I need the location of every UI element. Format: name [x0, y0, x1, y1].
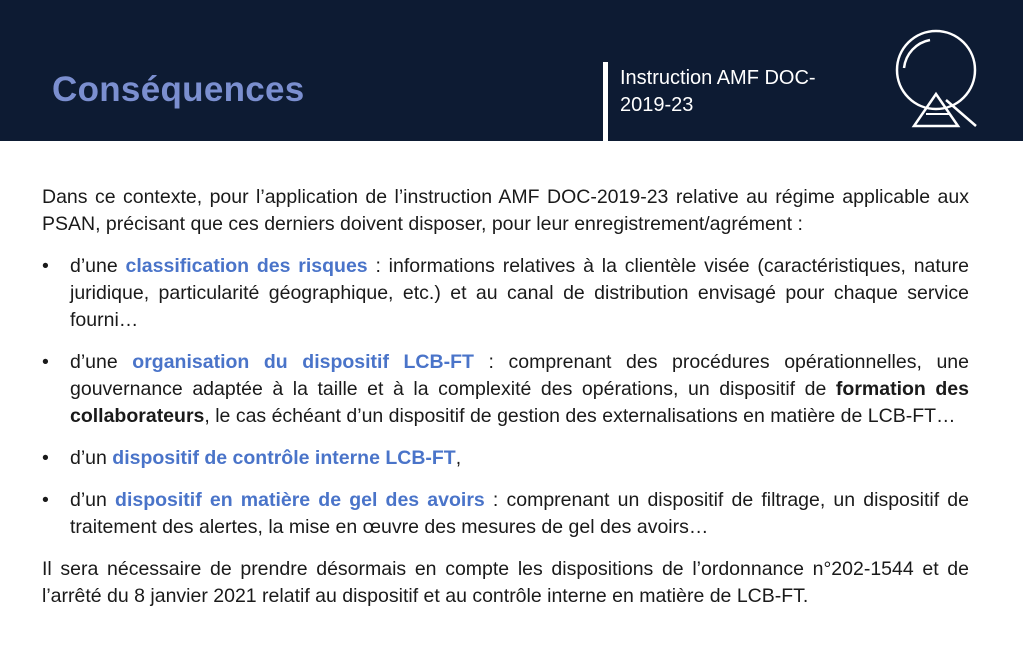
item-prefix: d’un [70, 447, 113, 469]
bullet: • [42, 489, 49, 511]
item-text: : comprenant un dispositif de filtrage, un dispositif de traitement des alertes, la mise en œuvre des mesures de gel des avoirs… [70, 489, 969, 538]
page-title: Conséquences [52, 70, 305, 109]
item-prefix: d’une [70, 351, 133, 373]
requirements-list [42, 253, 969, 541]
bullet: • [42, 351, 49, 373]
main-content [42, 184, 969, 610]
header-divider [603, 62, 608, 141]
item-text-continued: , le cas échéant d’un dispositif de gestion des externalisations en matière de LCB-FT… [204, 405, 956, 427]
item-prefix: d’un [70, 489, 116, 511]
list-item [42, 253, 969, 334]
item-prefix: d’une [70, 255, 126, 277]
list-item [42, 487, 969, 541]
circle-triangle-logo-icon [890, 28, 982, 130]
item-highlight: dispositif en matière de gel des avoirs [115, 489, 485, 511]
item-text: , [455, 447, 462, 469]
intro-paragraph: Dans ce contexte, pour l’application de l’instruction AMF DOC-2019-23 relative au régime applicable aux PSAN, précisant que ces derniers doivent disposer, pour leur enregistrement/agrément : [42, 186, 969, 235]
header-banner [0, 0, 1023, 141]
item-bold-text: formation des collaborateurs [70, 378, 969, 427]
item-highlight: organisation du dispositif LCB-FT [132, 351, 474, 373]
conclusion-paragraph: Il sera nécessaire de prendre désormais en compte les dispositions de l’ordonnance n°202-1544 et de l’arrêté du 8 janvier 2021 relatif au dispositif et au contrôle interne en matière de LCB-FT. [42, 558, 969, 607]
list-item [42, 445, 969, 472]
item-text: : informations relatives à la clientèle visée (caractéristiques, nature juridique, particularité géographique, etc.) et au canal de distribution envisagé pour chaque service fourni… [70, 255, 969, 331]
item-text: : comprenant des procédures opérationnelles, une gouvernance adaptée à la taille et à la complexité des opérations, un dispositif de [70, 351, 969, 400]
bullet: • [42, 255, 49, 277]
list-item [42, 349, 969, 430]
item-highlight: dispositif de contrôle interne LCB-FT [112, 447, 456, 469]
instruction-reference: Instruction AMF DOC-2019-23 [620, 67, 816, 116]
item-highlight: classification des risques [125, 255, 368, 277]
bullet: • [42, 447, 49, 469]
